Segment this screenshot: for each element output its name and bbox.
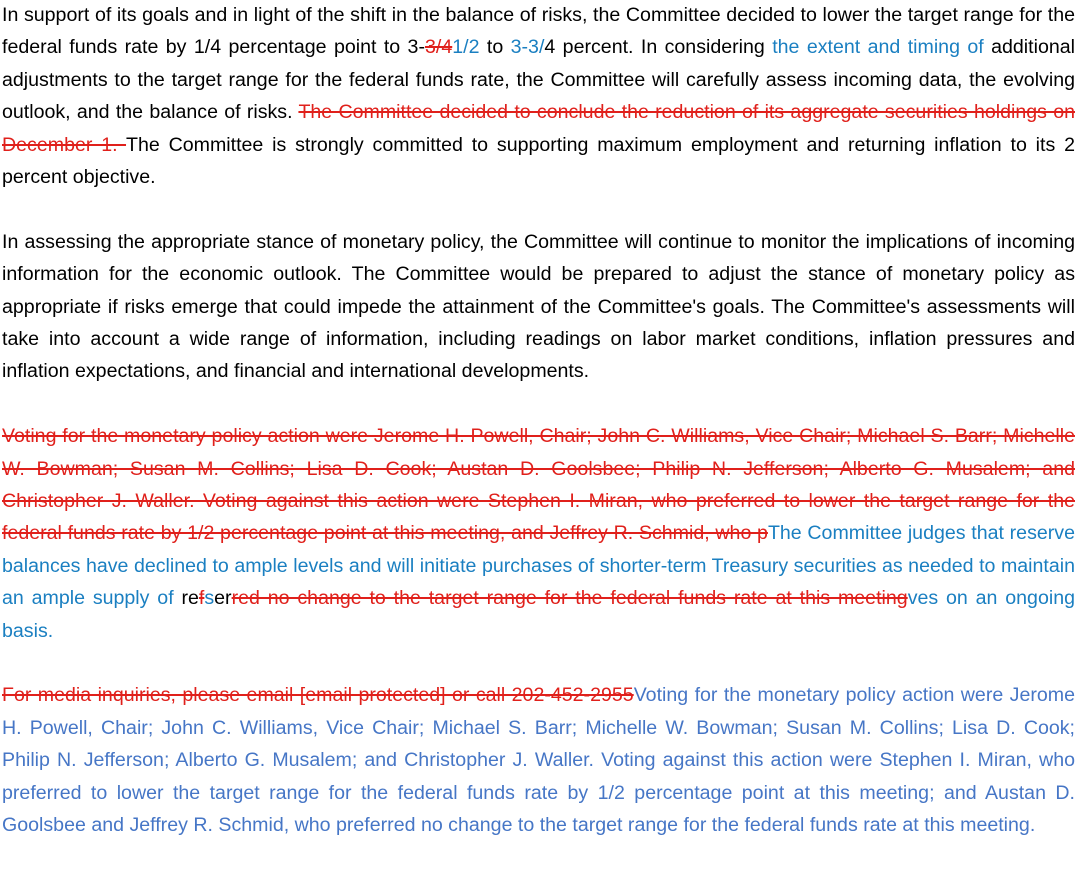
inserted-text: ves on an ongoing basis. — [2, 587, 1075, 642]
deleted-text: Voting for the monetary policy action were Jerome H. Powell, Chair; John C. Williams, Vice Chair; Michael S. Barr; Michelle W. Bowman; Susan M. Collins; Lisa D. Cook; Austan D. Goolsbee; Philip N. Jefferson; Alberto G. Musalem; and Christopher J. Waller. Voting against this action were Stephen I. Miran, who preferred to lower the target range for the federal funds rate by 1/2 percentage point at this meeting, and Jeffrey R. Schmid, who p — [2, 425, 1075, 545]
text-run: In assessing the appropriate stance of monetary policy, the Committee will continue to monitor the implications of incoming information for the economic outlook. The Committee would be prepared to adjust the stance of monetary policy as appropriate if risks emerge that could impede the attainment of the Committee's goals. The Committee's assessments will take into account a wide range of information, including readings on labor market conditions, inflation pressures and inflation expectations, and financial and international developments. — [2, 230, 1075, 383]
paragraph-voting-record — [2, 679, 1075, 841]
inserted-text: the extent and timing of — [772, 36, 984, 59]
redline-document — [2, 0, 1075, 874]
paragraph-policy-stance — [2, 226, 1075, 388]
text-run: er — [214, 587, 232, 610]
deleted-text: red no change to the target range for the federal funds rate at this meeting — [231, 587, 908, 610]
text-run: 4 percent. In considering — [544, 36, 773, 59]
text-run: The Committee is strongly committed to supporting maximum employment and returning inflation to its 2 percent objective. — [2, 133, 1075, 189]
deleted-text: f — [198, 587, 205, 610]
deleted-text: 3/4 — [424, 36, 453, 59]
inserted-text: s — [204, 587, 215, 610]
paragraph-reserve-balances — [2, 420, 1075, 647]
deleted-text: For media inquiries, please email [email protected] or call 202-452-2955 — [2, 684, 634, 707]
text-run: In support of its goals and in light of the shift in the balance of risks, the Committee decided to lower the target range for the federal funds rate by 1/4 percentage point to 3- — [2, 4, 1075, 59]
inserted-text: Voting for the monetary policy action were Jerome H. Powell, Chair; John C. Williams, Vice Chair; Michael S. Barr; Michelle W. Bowman; Susan M. Collins; Lisa D. Cook; Philip N. Jefferson; Alberto G. Musalem; and Christopher J. Waller. Voting against this action were Stephen I. Miran, who preferred to lower the target range for the federal funds rate by 1/2 percentage point at this meeting; and Austan D. Goolsbee and Jeffrey R. Schmid, who preferred no change to the target range for the federal funds rate at this meeting. — [2, 684, 1075, 837]
text-run: additional adjustments to the target range for the federal funds rate, the Committee will carefully assess incoming data, the evolving outlook, and the balance of risks. — [2, 36, 1075, 124]
inserted-text: The Committee judges that reserve balances have declined to ample levels and will initiate purchases of shorter-term Treasury securities as needed to maintain an ample supply of — [2, 522, 1075, 610]
inserted-text: 1/2 — [452, 36, 480, 59]
text-run: re — [181, 587, 199, 610]
inserted-text: 3-3/ — [510, 36, 545, 59]
text-run: to — [479, 36, 511, 59]
paragraph-policy-decision — [2, 0, 1075, 193]
deleted-text: The Committee decided to conclude the reduction of its aggregate securities holdings on December 1. — [2, 101, 1075, 156]
